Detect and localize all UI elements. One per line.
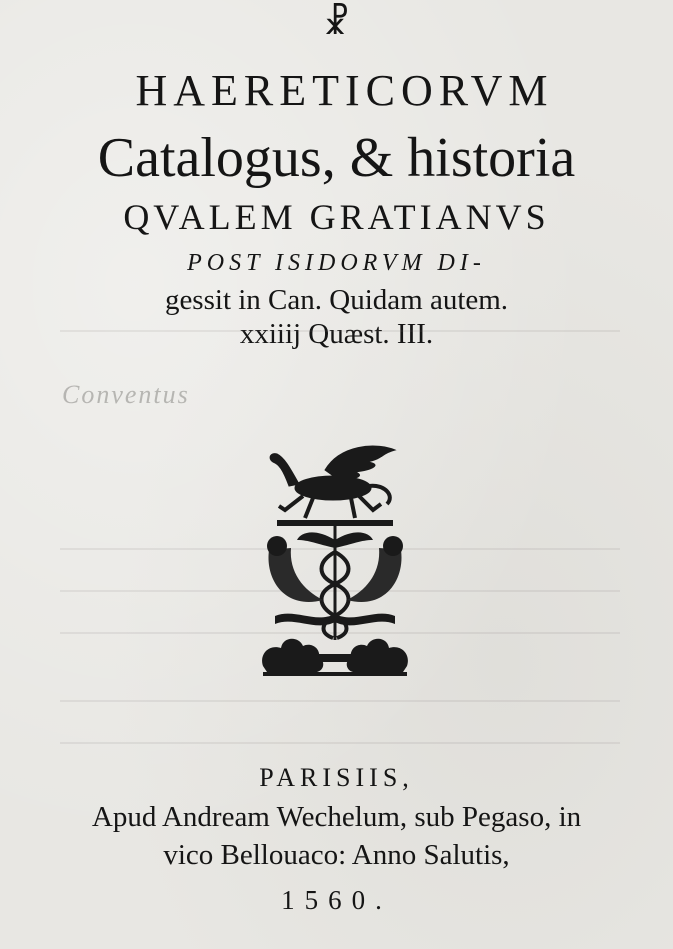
bleed-through-line [60, 742, 620, 744]
title-line-6: xxiiij Quæst. III. [239, 318, 434, 350]
title-line-5: gessit in Can. Quidam autem. [164, 284, 509, 316]
bleed-through-line [60, 700, 620, 702]
cross-ornament-icon: ☧ [323, 5, 350, 42]
pegasus-printer-device-icon [255, 440, 415, 680]
imprint-year: 1560. [281, 885, 392, 915]
title-line-1: HAERETICORVM [135, 66, 554, 115]
title-line-2: Catalogus, & historia [97, 127, 576, 189]
imprint-line-1: Apud Andream Wechelum, sub Pegaso, in [91, 801, 582, 833]
bleed-through-line [60, 330, 620, 332]
pegasus-icon [270, 446, 395, 518]
provenance-inscription: Conventus [62, 380, 190, 409]
imprint-place: PARISIIS, [259, 763, 414, 792]
title-line-4: POST ISIDORVM DI- [187, 250, 486, 276]
imprint-line-2: vico Bellouaco: Anno Salutis, [163, 839, 510, 871]
title-line-3: QVALEM GRATIANVS [123, 197, 550, 237]
